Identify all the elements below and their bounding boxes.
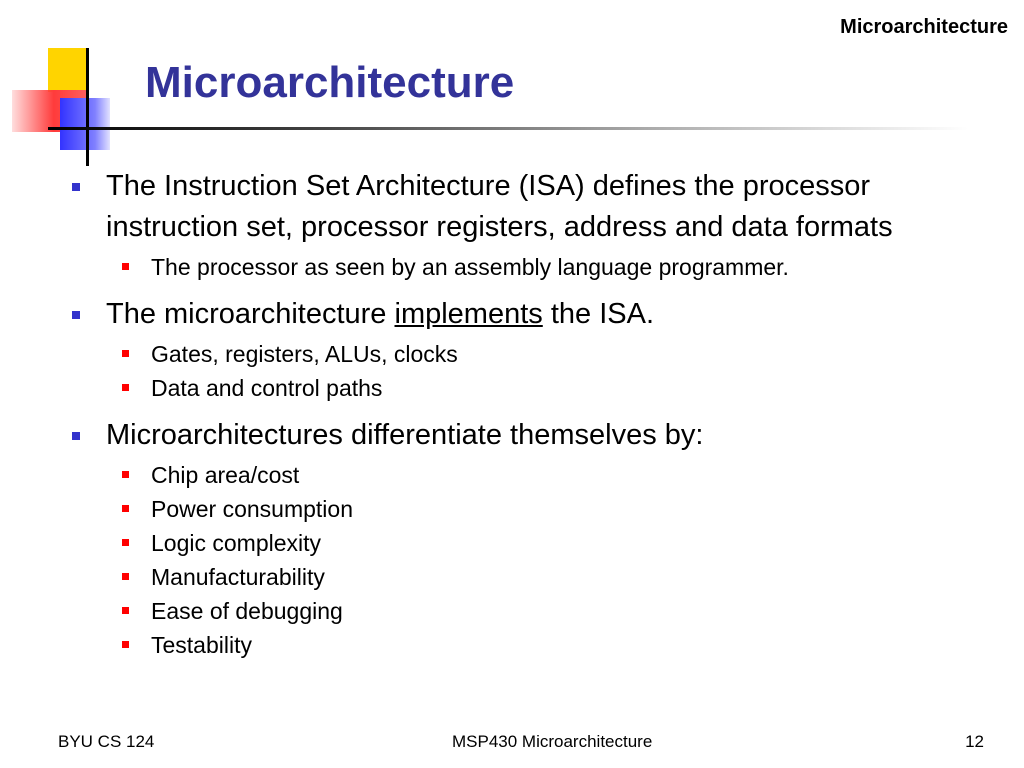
- bullet-text: Microarchitectures differentiate themselves by:: [106, 419, 704, 451]
- bullet-text: The Instruction Set Architecture (ISA) defines the processor instruction set, processor registers, address and data formats: [106, 170, 893, 243]
- sub-list-isa: [72, 250, 972, 284]
- sub-bullet: [122, 560, 972, 594]
- blue-square: [60, 98, 110, 150]
- footer-title: MSP430 Microarchitecture: [452, 732, 653, 751]
- bullet-marker: [72, 183, 80, 191]
- vertical-rule: [86, 48, 89, 166]
- decorative-block-logo: [0, 0, 160, 170]
- sub-bullet-marker: [122, 471, 129, 478]
- sub-bullet: [122, 458, 972, 492]
- bullet-marker: [72, 311, 80, 319]
- sub-bullet-marker: [122, 263, 129, 270]
- sub-bullet-text: Gates, registers, ALUs, clocks: [151, 341, 458, 367]
- sub-bullet: [122, 492, 972, 526]
- underlined-word: implements: [394, 298, 543, 330]
- sub-bullet-marker: [122, 607, 129, 614]
- bullet-text: [106, 294, 972, 335]
- bullet-microarchitecture: [72, 294, 972, 335]
- slide-number: 12: [965, 732, 984, 751]
- sub-bullet-marker: [122, 573, 129, 580]
- text-before: The microarchitecture: [106, 298, 395, 330]
- sub-bullet: [122, 371, 972, 405]
- bullet-isa: [72, 166, 972, 248]
- sub-bullet-text: Ease of debugging: [151, 598, 343, 624]
- page-title: Microarchitecture: [145, 58, 515, 107]
- footer-course: BYU CS 124: [58, 732, 155, 751]
- sub-bullet-text: Logic complexity: [151, 530, 322, 556]
- sub-bullet-marker: [122, 641, 129, 648]
- corner-title: Microarchitecture: [840, 16, 1008, 38]
- sub-bullet: [122, 594, 972, 628]
- sub-list-differentiate: [72, 458, 972, 662]
- sub-bullet-text: Testability: [151, 632, 252, 658]
- sub-bullet-marker: [122, 350, 129, 357]
- title-underline-rule: [48, 127, 968, 130]
- sub-bullet-marker: [122, 384, 129, 391]
- sub-bullet: [122, 628, 972, 662]
- sub-bullet: [122, 250, 972, 284]
- sub-list-microarchitecture: [72, 337, 972, 405]
- sub-bullet-marker: [122, 505, 129, 512]
- sub-bullet: [122, 337, 972, 371]
- sub-bullet-text: The processor as seen by an assembly language programmer.: [151, 254, 789, 280]
- sub-bullet-text: Power consumption: [151, 496, 353, 522]
- sub-bullet-marker: [122, 539, 129, 546]
- sub-bullet-text: Data and control paths: [151, 375, 383, 401]
- bullet-marker: [72, 432, 80, 440]
- sub-bullet-text: Chip area/cost: [151, 462, 300, 488]
- yellow-square: [48, 48, 88, 92]
- slide-body: [72, 166, 972, 662]
- bullet-differentiate: [72, 415, 972, 456]
- sub-bullet-text: Manufacturability: [151, 564, 325, 590]
- text-after: the ISA.: [542, 298, 655, 330]
- sub-bullet: [122, 526, 972, 560]
